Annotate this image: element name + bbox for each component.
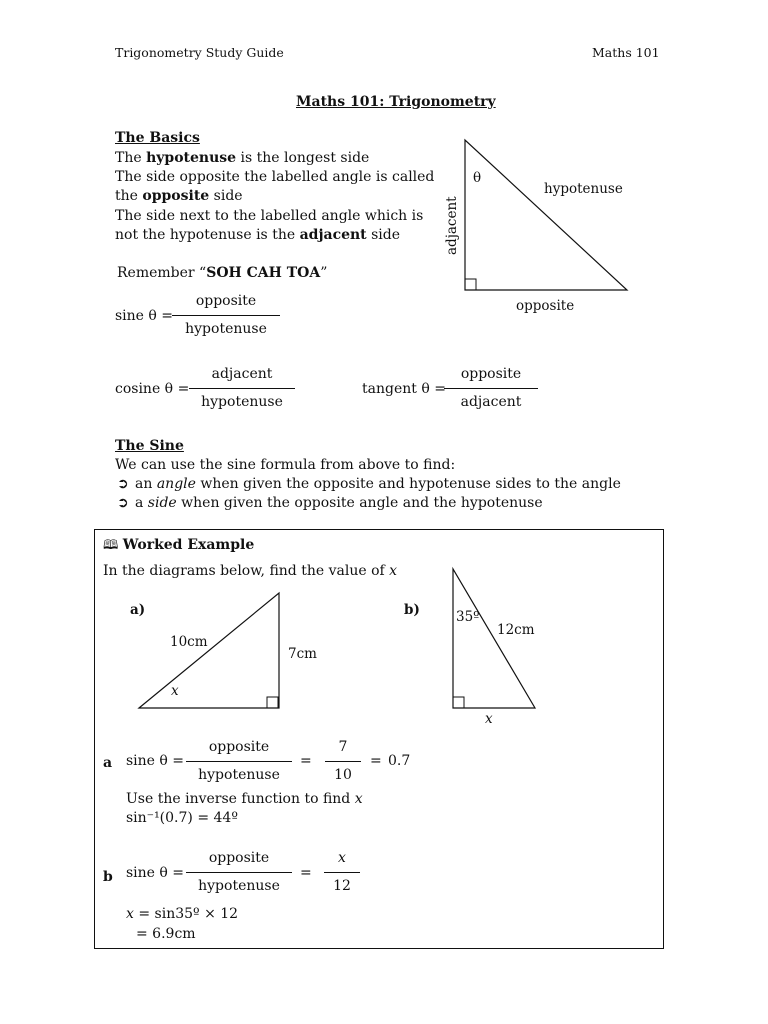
part-a-fraction: opposite hypotenuse	[186, 737, 292, 785]
triangle-a-side-label: 7cm	[288, 646, 317, 662]
part-b-label: sine θ =	[126, 865, 185, 881]
sine-heading: The Sine	[115, 438, 184, 454]
sine-formula-label: sine θ =	[115, 308, 174, 324]
part-a-equals-2: =	[370, 753, 382, 769]
basics-line-3: the opposite side	[115, 188, 243, 204]
hypotenuse-label: hypotenuse	[544, 181, 623, 197]
diagram-b-label: b)	[404, 602, 420, 618]
part-a-fraction-2: 7 10	[325, 737, 361, 785]
theta-label: θ	[473, 170, 482, 186]
part-b-line-2: = 6.9cm	[136, 926, 196, 942]
basics-line-1: The hypotenuse is the longest side	[115, 150, 370, 166]
worked-example-box	[94, 529, 664, 949]
remember-line: Remember “SOH CAH TOA”	[117, 265, 328, 281]
triangle-a-hyp-label: 10cm	[170, 634, 208, 650]
basics-heading: The Basics	[115, 130, 200, 146]
triangle-b-side-label: x	[485, 711, 493, 727]
opposite-label: opposite	[516, 298, 575, 314]
adjacent-label: adjacent	[444, 196, 460, 255]
worked-example-title: 🕮 Worked Example	[103, 537, 255, 553]
arrow-bullet-icon: ➲	[117, 476, 129, 492]
cosine-formula-label: cosine θ =	[115, 381, 190, 397]
part-b-line-1: x = sin35º × 12	[126, 906, 239, 922]
part-a-equals-1: =	[300, 753, 312, 769]
main-triangle	[465, 140, 627, 290]
arrow-bullet-icon: ➲	[117, 495, 129, 511]
sine-bullet-2: ➲ a side when given the opposite angle and the hypotenuse	[117, 495, 543, 511]
basics-line-4: The side next to the labelled angle which is	[115, 208, 424, 224]
tangent-fraction: opposite adjacent	[444, 364, 538, 412]
book-icon: 🕮	[103, 538, 119, 553]
basics-line-2: The side opposite the labelled angle is called	[115, 169, 435, 185]
header-right: Maths 101	[592, 45, 660, 60]
part-b-equals: =	[300, 865, 312, 881]
sine-bullet-1: ➲ an angle when given the opposite and hypotenuse sides to the angle	[117, 476, 621, 492]
triangle-a-angle-label: x	[171, 683, 179, 699]
header-left: Trigonometry Study Guide	[115, 45, 284, 60]
tangent-formula-label: tangent θ =	[362, 381, 446, 397]
part-a-line-1: Use the inverse function to find x	[126, 791, 363, 807]
part-b-fraction: opposite hypotenuse	[186, 848, 292, 896]
worked-example-intro: In the diagrams below, find the value of x	[103, 563, 398, 579]
sine-intro: We can use the sine formula from above to find:	[115, 457, 456, 473]
part-a-line-2: sin⁻¹(0.7) = 44º	[126, 810, 238, 826]
sine-fraction: opposite hypotenuse	[172, 291, 280, 339]
part-a-result: 0.7	[388, 753, 411, 769]
part-a-label: sine θ =	[126, 753, 185, 769]
right-angle-marker	[465, 279, 476, 290]
triangle-b-hyp-label: 12cm	[497, 622, 535, 638]
basics-line-5: not the hypotenuse is the adjacent side	[115, 227, 401, 243]
diagram-a-label: a)	[130, 602, 146, 618]
page-title: Maths 101: Trigonometry	[296, 94, 496, 110]
part-b-fraction-2: x 12	[324, 848, 360, 896]
triangle-b-angle-label: 35º	[456, 609, 480, 625]
cosine-fraction: adjacent hypotenuse	[189, 364, 295, 412]
part-b-marker: b	[103, 869, 113, 885]
part-a-marker: a	[103, 755, 113, 771]
